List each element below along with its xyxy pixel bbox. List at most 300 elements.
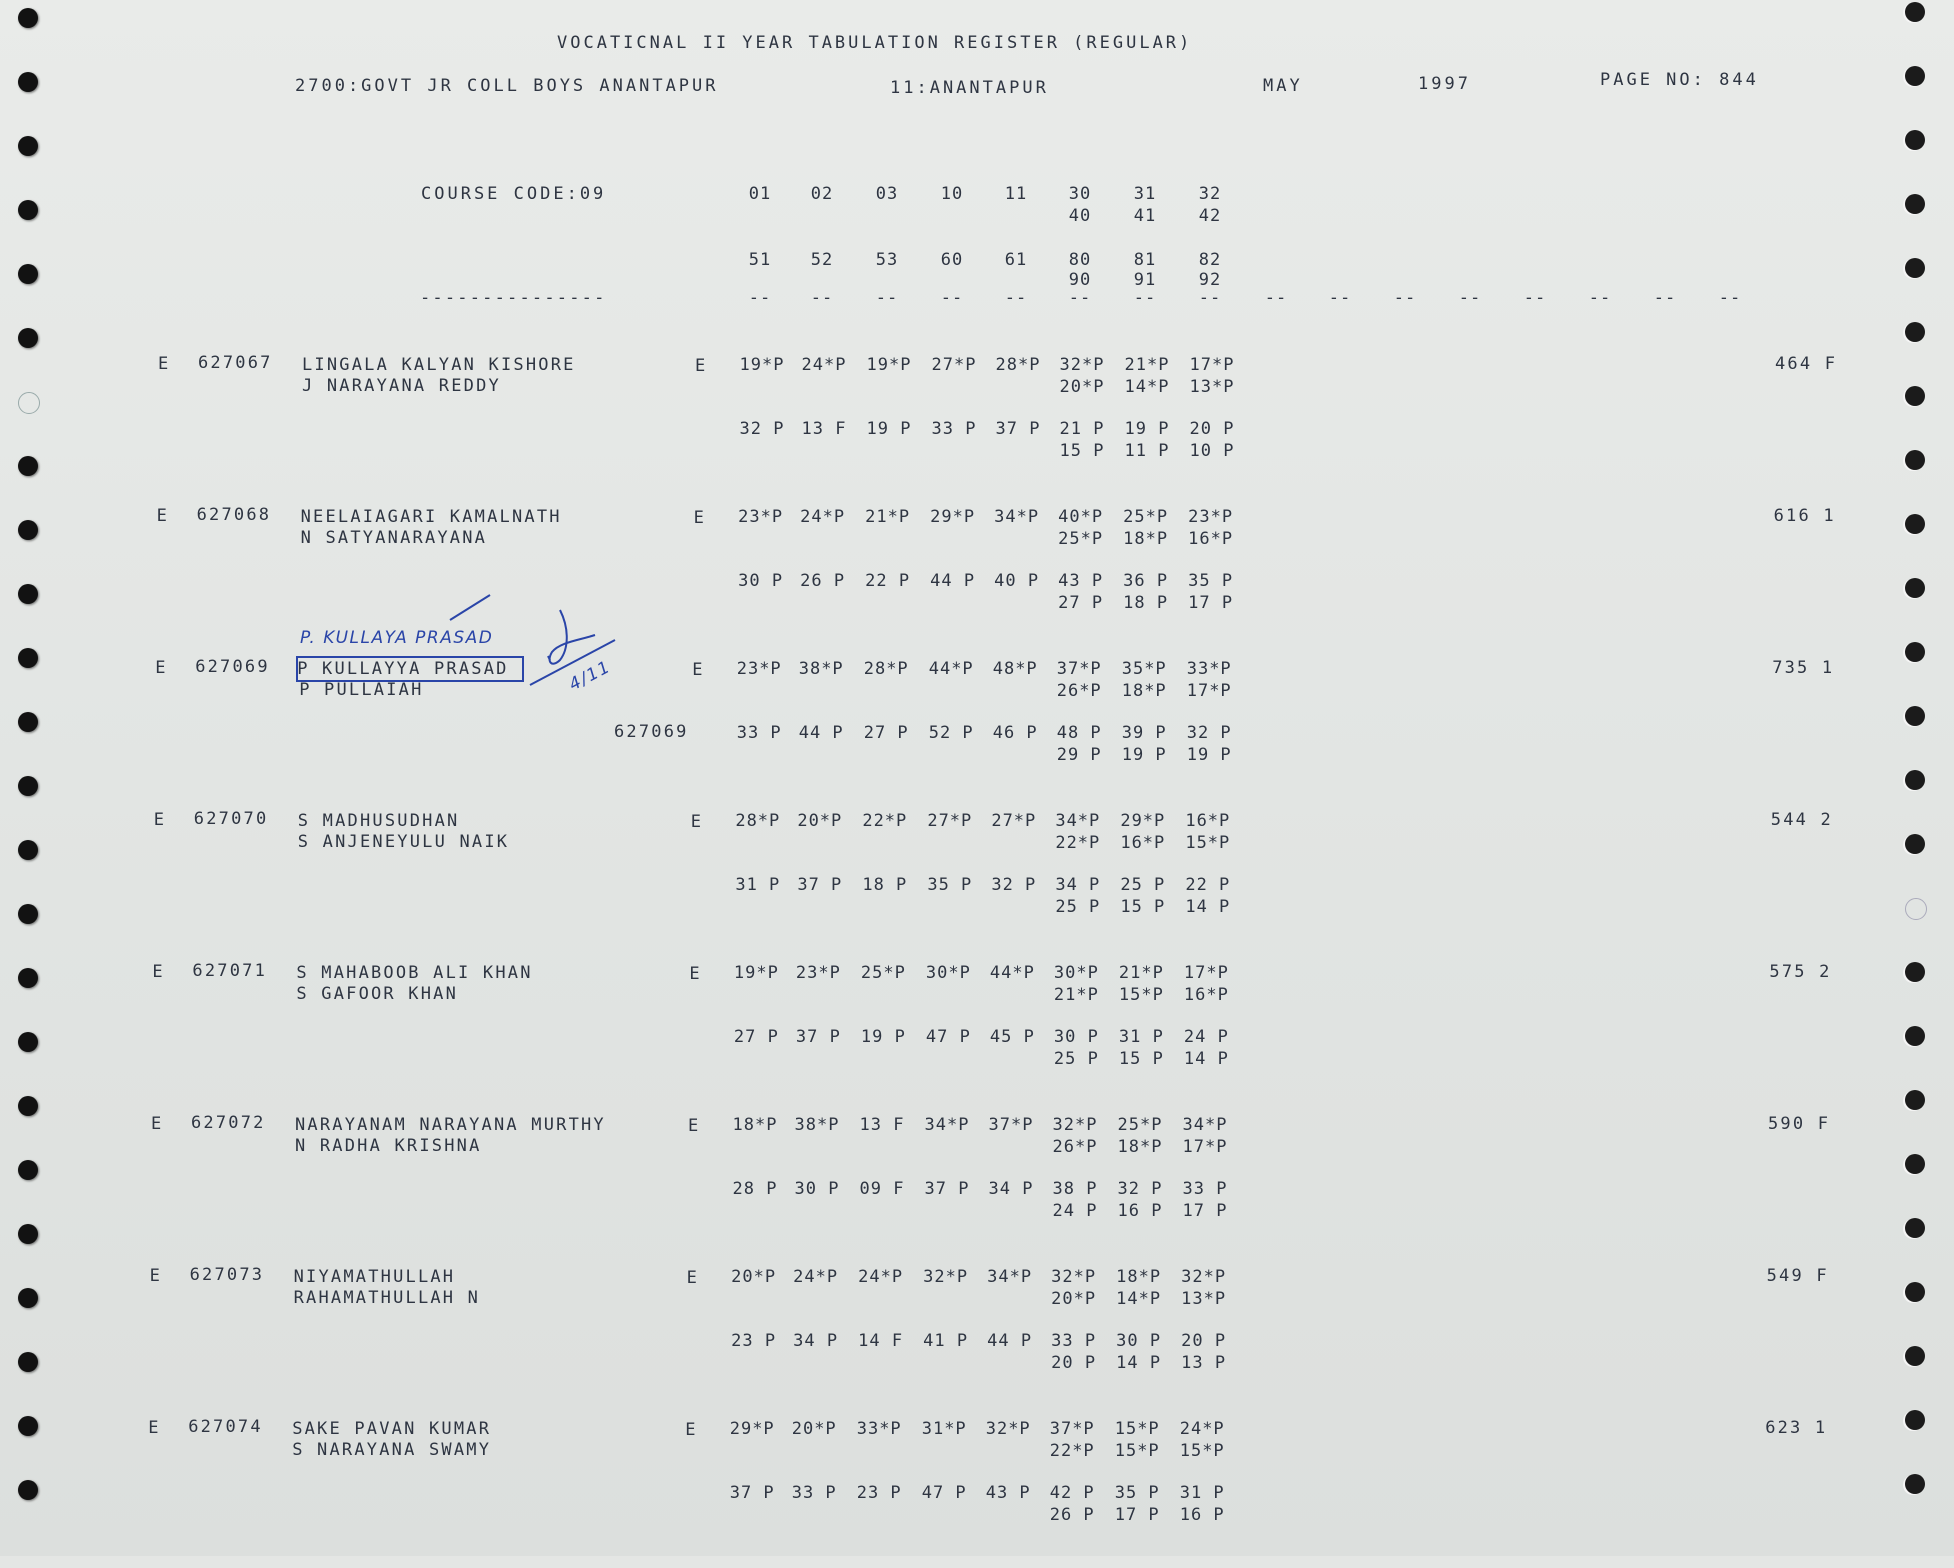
mark-cell: 37 P <box>797 875 843 895</box>
roll-number: 627070 <box>193 809 269 829</box>
mark-cell: 33 P <box>736 723 782 743</box>
mark-cell: 33 P <box>1182 1179 1228 1199</box>
subject-code: 91 <box>1133 270 1157 290</box>
subject-code: 51 <box>748 250 772 270</box>
roll-number: 627067 <box>198 353 273 373</box>
mark-cell: 19 P <box>1124 419 1170 439</box>
mark-cell: 21*P <box>1124 355 1170 375</box>
mark-cell: 34*P <box>987 1267 1033 1287</box>
total-and-result: 735 1 <box>1772 658 1835 678</box>
second-year-marks-row-b <box>0 1201 1893 1221</box>
mark-cell: 17 P <box>1114 1505 1160 1525</box>
student-name: S MAHABOOB ALI KHAN <box>296 963 533 983</box>
subject-code: 01 <box>748 184 772 204</box>
mark-cell: 42 P <box>1049 1483 1095 1503</box>
subject-code: 60 <box>940 250 964 270</box>
mark-cell: 33 P <box>931 419 977 439</box>
second-year-marks-row-b <box>0 593 1899 613</box>
roll-number: 627068 <box>196 505 272 525</box>
mark-cell: 31*P <box>921 1419 967 1439</box>
subject-code: 52 <box>810 250 834 270</box>
mark-cell: 29 P <box>1056 745 1102 765</box>
mark-cell: 23*P <box>738 507 784 527</box>
first-year-marks-row-b <box>0 1441 1890 1461</box>
mark-cell: 28*P <box>863 659 909 679</box>
mark-cell: 20*P <box>791 1419 837 1439</box>
mark-cell: 21*P <box>1118 963 1164 983</box>
mark-cell: 19 P <box>866 419 912 439</box>
course-code-underline: --------------- <box>420 288 607 308</box>
mark-cell: 48 P <box>1056 723 1102 743</box>
mark-cell: 29*P <box>930 507 976 527</box>
second-year-marks-row <box>0 1483 1890 1503</box>
column-divider-dash: -- <box>940 288 964 308</box>
mark-cell: 28*P <box>735 811 781 831</box>
mark-cell: 27*P <box>931 355 977 375</box>
second-year-marks-row <box>0 1027 1894 1047</box>
mark-cell: 17*P <box>1182 1137 1228 1157</box>
father-name: N SATYANARAYANA <box>300 528 488 548</box>
handwritten-roll-number: 627069 <box>614 722 689 742</box>
mark-cell: 15*P <box>1114 1419 1160 1439</box>
column-divider-dash: -- <box>1004 288 1028 308</box>
right-tractor-feed-holes <box>1905 0 1954 1556</box>
subject-code: 11 <box>1004 184 1028 204</box>
feed-hole <box>1905 706 1925 726</box>
mark-cell: 34*P <box>1055 811 1101 831</box>
exam-month: MAY <box>1263 76 1303 96</box>
student-record <box>0 1418 1900 1568</box>
column-divider-dash: -- <box>1458 288 1482 308</box>
student-record <box>0 354 1900 504</box>
subject-code: 53 <box>875 250 899 270</box>
second-year-marks-row-b <box>0 745 1897 765</box>
mark-cell: 15*P <box>1179 1441 1225 1461</box>
subject-code: 80 <box>1068 250 1092 270</box>
mark-cell: 22*P <box>862 811 908 831</box>
subject-code: 02 <box>810 184 834 204</box>
mark-cell: 13 F <box>859 1115 905 1135</box>
mark-cell: 14*P <box>1116 1289 1162 1309</box>
father-name: N RADHA KRISHNA <box>295 1136 482 1156</box>
mark-cell: 09 F <box>859 1179 905 1199</box>
student-name: NARAYANAM NARAYANA MURTHY <box>295 1115 606 1135</box>
mark-cell: 22*P <box>1049 1441 1095 1461</box>
mark-cell: 22 P <box>865 571 911 591</box>
mark-cell: 18*P <box>1121 681 1167 701</box>
mark-cell: 14 P <box>1185 897 1231 917</box>
mark-cell: 14 P <box>1183 1049 1229 1069</box>
column-divider-dash: -- <box>1198 288 1222 308</box>
student-record <box>0 810 1900 960</box>
second-year-marks-row <box>0 419 1900 439</box>
mark-cell: 31 P <box>1179 1483 1225 1503</box>
feed-hole <box>1905 1474 1925 1494</box>
mark-cell: 14*P <box>1124 377 1170 397</box>
mark-cell: 32*P <box>1059 355 1105 375</box>
mark-cell: 18 P <box>1123 593 1169 613</box>
first-year-marks-row-b <box>0 681 1897 701</box>
feed-hole <box>1905 194 1925 214</box>
mark-cell: 35 P <box>1188 571 1234 591</box>
mark-cell: 45 P <box>989 1027 1035 1047</box>
first-year-marks-row-b <box>0 1289 1892 1309</box>
exam-year: 1997 <box>1418 74 1471 94</box>
student-record <box>0 1114 1900 1264</box>
mark-cell: 16*P <box>1120 833 1166 853</box>
first-year-marks-row-b <box>0 985 1894 1005</box>
mark-cell: 20*P <box>1051 1289 1097 1309</box>
feed-hole <box>1905 322 1925 342</box>
total-and-result: 616 1 <box>1773 506 1836 526</box>
mark-cell: 23 P <box>856 1483 902 1503</box>
mark-cell: 17 P <box>1188 593 1234 613</box>
handwritten-date: 4/11 <box>565 656 615 696</box>
mark-cell: 44 P <box>798 723 844 743</box>
medium: E <box>688 1116 701 1136</box>
mark-cell: 18*P <box>732 1115 778 1135</box>
second-year-marks-row <box>0 1179 1893 1199</box>
mark-cell: 27 P <box>863 723 909 743</box>
second-year-marks-row <box>0 723 1897 743</box>
student-record <box>0 506 1900 656</box>
mark-cell: 19 P <box>1186 745 1232 765</box>
mark-cell: 44 P <box>930 571 976 591</box>
feed-hole <box>1905 834 1925 854</box>
subject-codes-row-2b <box>0 270 1900 290</box>
mark-cell: 23 P <box>731 1331 777 1351</box>
student-name: SAKE PAVAN KUMAR <box>292 1419 492 1439</box>
feed-hole <box>1905 1154 1925 1174</box>
second-year-marks-row-b <box>0 441 1900 461</box>
mark-cell: 27 P <box>733 1027 779 1047</box>
mark-cell: 15*P <box>1114 1441 1160 1461</box>
mark-cell: 10 P <box>1189 441 1235 461</box>
mark-cell: 24*P <box>801 355 847 375</box>
mark-cell: 25 P <box>1055 897 1101 917</box>
student-name: NIYAMATHULLAH <box>293 1267 456 1287</box>
mark-cell: 33 P <box>791 1483 837 1503</box>
mark-cell: 32 P <box>739 419 785 439</box>
column-divider-dash: -- <box>1264 288 1288 308</box>
mark-cell: 21 P <box>1059 419 1105 439</box>
page-number: PAGE NO: 844 <box>1600 70 1759 90</box>
mark-cell: 19 P <box>1121 745 1167 765</box>
medium: E <box>695 356 708 376</box>
feed-hole <box>1905 1218 1925 1238</box>
second-year-marks-row <box>0 571 1899 591</box>
total-and-result: 549 F <box>1766 1266 1829 1286</box>
column-divider-dash: -- <box>810 288 834 308</box>
feed-hole <box>1905 514 1925 534</box>
mark-cell: 33*P <box>856 1419 902 1439</box>
mark-cell: 25*P <box>1117 1115 1163 1135</box>
mark-cell: 30 P <box>1116 1331 1162 1351</box>
mark-cell: 32*P <box>1181 1267 1227 1287</box>
mark-cell: 17*P <box>1189 355 1235 375</box>
mark-cell: 37*P <box>1056 659 1102 679</box>
subject-codes-row-2 <box>0 250 1900 270</box>
medium: E <box>693 508 707 528</box>
first-year-marks-row <box>0 355 1900 375</box>
mark-cell: 14 F <box>858 1331 904 1351</box>
student-record <box>0 962 1900 1112</box>
mark-cell: 17*P <box>1186 681 1232 701</box>
mark-cell: 18*P <box>1117 1137 1163 1157</box>
mark-cell: 13 P <box>1181 1353 1227 1373</box>
mark-cell: 19 P <box>860 1027 906 1047</box>
mark-cell: 38 P <box>1052 1179 1098 1199</box>
mark-cell: 32 P <box>1117 1179 1163 1199</box>
column-divider-dash: -- <box>1393 288 1417 308</box>
total-and-result: 544 2 <box>1770 810 1833 830</box>
roll-number: 627074 <box>188 1417 263 1437</box>
mark-cell: 20*P <box>797 811 843 831</box>
mark-cell: 40*P <box>1058 507 1104 527</box>
mark-cell: 26 P <box>1049 1505 1095 1525</box>
first-year-marks-row-b <box>0 833 1896 853</box>
mark-cell: 19*P <box>866 355 912 375</box>
column-divider-dash: -- <box>748 288 772 308</box>
student-name: S MADHUSUDHAN <box>297 811 460 831</box>
feed-hole <box>1905 578 1925 598</box>
mark-cell: 24*P <box>793 1267 839 1287</box>
mark-cell: 16 P <box>1117 1201 1163 1221</box>
roll-number: 627069 <box>195 657 270 677</box>
subject-code: 31 <box>1133 184 1157 204</box>
roll-number: 627072 <box>191 1113 266 1133</box>
first-year-marks-row <box>0 811 1896 831</box>
feed-hole <box>18 136 38 156</box>
mark-cell: 37 P <box>924 1179 970 1199</box>
mark-cell: 16*P <box>1185 811 1231 831</box>
medium: E <box>692 660 705 680</box>
mark-cell: 25 P <box>1120 875 1166 895</box>
father-name: S GAFOOR KHAN <box>296 984 459 1004</box>
subject-code: 92 <box>1198 270 1222 290</box>
mark-cell: 32*P <box>985 1419 1031 1439</box>
subject-code: 41 <box>1133 206 1157 226</box>
medium: E <box>690 812 704 832</box>
mark-cell: 15 P <box>1120 897 1166 917</box>
mark-cell: 37*P <box>988 1115 1034 1135</box>
mark-cell: 24*P <box>800 507 846 527</box>
total-and-result: 590 F <box>1768 1114 1831 1134</box>
mark-cell: 24 P <box>1052 1201 1098 1221</box>
mark-cell: 37 P <box>995 419 1041 439</box>
mark-cell: 27*P <box>927 811 973 831</box>
feed-hole <box>1905 1282 1925 1302</box>
mark-cell: 29*P <box>1120 811 1166 831</box>
mark-cell: 32*P <box>1051 1267 1097 1287</box>
mark-cell: 13*P <box>1181 1289 1227 1309</box>
mark-cell: 18*P <box>1123 529 1169 549</box>
feed-hole <box>1905 770 1925 790</box>
mark-cell: 43 P <box>1058 571 1104 591</box>
second-year-marks-row <box>0 1331 1892 1351</box>
subject-code: 81 <box>1133 250 1157 270</box>
mark-cell: 18*P <box>1116 1267 1162 1287</box>
mark-cell: 23*P <box>1188 507 1234 527</box>
mark-cell: 38*P <box>794 1115 840 1135</box>
feed-hole <box>1905 130 1925 150</box>
college-name: 2700:GOVT JR COLL BOYS ANANTAPUR <box>295 76 719 96</box>
second-year-marks-row-b <box>0 897 1896 917</box>
subject-codes-row-1b <box>0 206 1900 226</box>
total-and-result: 464 F <box>1775 354 1838 374</box>
mark-cell: 21*P <box>865 507 911 527</box>
mark-cell: 24*P <box>1179 1419 1225 1439</box>
student-category: E <box>155 658 168 678</box>
mark-cell: 21*P <box>1053 985 1099 1005</box>
feed-hole <box>1905 450 1925 470</box>
feed-hole <box>18 8 38 28</box>
mark-cell: 16 P <box>1179 1505 1225 1525</box>
column-divider-dash: -- <box>1718 288 1742 308</box>
mark-cell: 30 P <box>1053 1027 1099 1047</box>
mark-cell: 33*P <box>1186 659 1232 679</box>
feed-hole <box>1905 1026 1925 1046</box>
first-year-marks-row <box>0 1115 1893 1135</box>
feed-hole <box>1905 2 1925 22</box>
district-name: 11:ANANTAPUR <box>890 78 1049 98</box>
mark-cell: 22*P <box>1055 833 1101 853</box>
student-record <box>0 1266 1900 1416</box>
mark-cell: 27*P <box>991 811 1037 831</box>
student-category: E <box>148 1418 161 1438</box>
mark-cell: 40 P <box>994 571 1040 591</box>
subject-codes-row-1 <box>0 184 1900 204</box>
mark-cell: 22 P <box>1185 875 1231 895</box>
handwritten-name-correction: P. KULLAYA PRASAD <box>300 628 494 648</box>
mark-cell: 48*P <box>992 659 1038 679</box>
mark-cell: 47 P <box>921 1483 967 1503</box>
column-divider-dash: -- <box>1653 288 1677 308</box>
mark-cell: 23*P <box>795 963 841 983</box>
second-year-marks-row-b <box>0 1049 1894 1069</box>
mark-cell: 34 P <box>793 1331 839 1351</box>
mark-cell: 25*P <box>1058 529 1104 549</box>
father-name: J NARAYANA REDDY <box>302 376 501 396</box>
feed-hole <box>1905 642 1925 662</box>
feed-hole <box>18 72 38 92</box>
column-divider-dash: -- <box>1523 288 1547 308</box>
father-name: S ANJENEYULU NAIK <box>297 832 510 852</box>
first-year-marks-row <box>0 963 1894 983</box>
mark-cell: 13*P <box>1189 377 1235 397</box>
mark-cell: 37*P <box>1049 1419 1095 1439</box>
subject-code: 03 <box>875 184 899 204</box>
column-divider-dash: -- <box>1588 288 1612 308</box>
roll-number: 627073 <box>189 1265 265 1285</box>
mark-cell: 30 P <box>794 1179 840 1199</box>
mark-cell: 18 P <box>862 875 908 895</box>
second-year-marks-row-b <box>0 1505 1890 1525</box>
student-category: E <box>151 1114 164 1134</box>
subject-code: 30 <box>1068 184 1092 204</box>
student-category: E <box>149 1266 163 1286</box>
mark-cell: 52 P <box>928 723 974 743</box>
mark-cell: 31 P <box>1118 1027 1164 1047</box>
mark-cell: 15 P <box>1118 1049 1164 1069</box>
mark-cell: 35 P <box>1114 1483 1160 1503</box>
mark-cell: 34*P <box>994 507 1040 527</box>
mark-cell: 28 P <box>732 1179 778 1199</box>
mark-cell: 23*P <box>736 659 782 679</box>
mark-cell: 25 P <box>1053 1049 1099 1069</box>
mark-cell: 43 P <box>985 1483 1031 1503</box>
mark-cell: 15*P <box>1118 985 1164 1005</box>
mark-cell: 20*P <box>1059 377 1105 397</box>
mark-cell: 32 P <box>991 875 1037 895</box>
total-and-result: 623 1 <box>1765 1418 1828 1438</box>
mark-cell: 37 P <box>729 1483 775 1503</box>
mark-cell: 34*P <box>924 1115 970 1135</box>
subject-code: 10 <box>940 184 964 204</box>
mark-cell: 39 P <box>1121 723 1167 743</box>
feed-hole <box>1905 962 1925 982</box>
mark-cell: 33 P <box>1051 1331 1097 1351</box>
father-name: RAHAMATHULLAH N <box>293 1288 481 1308</box>
mark-cell: 30*P <box>1053 963 1099 983</box>
feed-hole <box>1905 386 1925 406</box>
mark-cell: 15 P <box>1059 441 1105 461</box>
mark-cell: 20 P <box>1189 419 1235 439</box>
mark-cell: 34 P <box>988 1179 1034 1199</box>
student-record <box>0 658 1900 808</box>
mark-cell: 31 P <box>735 875 781 895</box>
mark-cell: 46 P <box>992 723 1038 743</box>
student-category: E <box>153 810 167 830</box>
mark-cell: 19*P <box>733 963 779 983</box>
subject-codes-divider <box>0 288 1900 308</box>
second-year-marks-row-b <box>0 1353 1892 1373</box>
subject-code: 40 <box>1068 206 1092 226</box>
mark-cell: 14 P <box>1116 1353 1162 1373</box>
mark-cell: 26*P <box>1052 1137 1098 1157</box>
feed-hole <box>1905 898 1927 920</box>
feed-hole <box>1905 66 1925 86</box>
mark-cell: 30 P <box>738 571 784 591</box>
student-category: E <box>152 962 165 982</box>
column-divider-dash: -- <box>1133 288 1157 308</box>
mark-cell: 32*P <box>923 1267 969 1287</box>
medium: E <box>689 964 702 984</box>
mark-cell: 16*P <box>1188 529 1234 549</box>
mark-cell: 13 F <box>801 419 847 439</box>
column-divider-dash: -- <box>1328 288 1352 308</box>
medium: E <box>685 1420 698 1440</box>
subject-code: 82 <box>1198 250 1222 270</box>
feed-hole <box>1905 1410 1925 1430</box>
subject-code: 42 <box>1198 206 1222 226</box>
column-divider-dash: -- <box>875 288 899 308</box>
mark-cell: 44*P <box>989 963 1035 983</box>
feed-hole <box>1905 1346 1925 1366</box>
first-year-marks-row <box>0 507 1899 527</box>
column-divider-dash: -- <box>1068 288 1092 308</box>
mark-cell: 25*P <box>860 963 906 983</box>
feed-hole <box>1905 258 1925 278</box>
mark-cell: 20 P <box>1051 1353 1097 1373</box>
mark-cell: 19*P <box>739 355 785 375</box>
mark-cell: 11 P <box>1124 441 1170 461</box>
mark-cell: 28*P <box>995 355 1041 375</box>
mark-cell: 30*P <box>925 963 971 983</box>
mark-cell: 16*P <box>1183 985 1229 1005</box>
second-year-marks-row <box>0 875 1896 895</box>
mark-cell: 24 P <box>1183 1027 1229 1047</box>
